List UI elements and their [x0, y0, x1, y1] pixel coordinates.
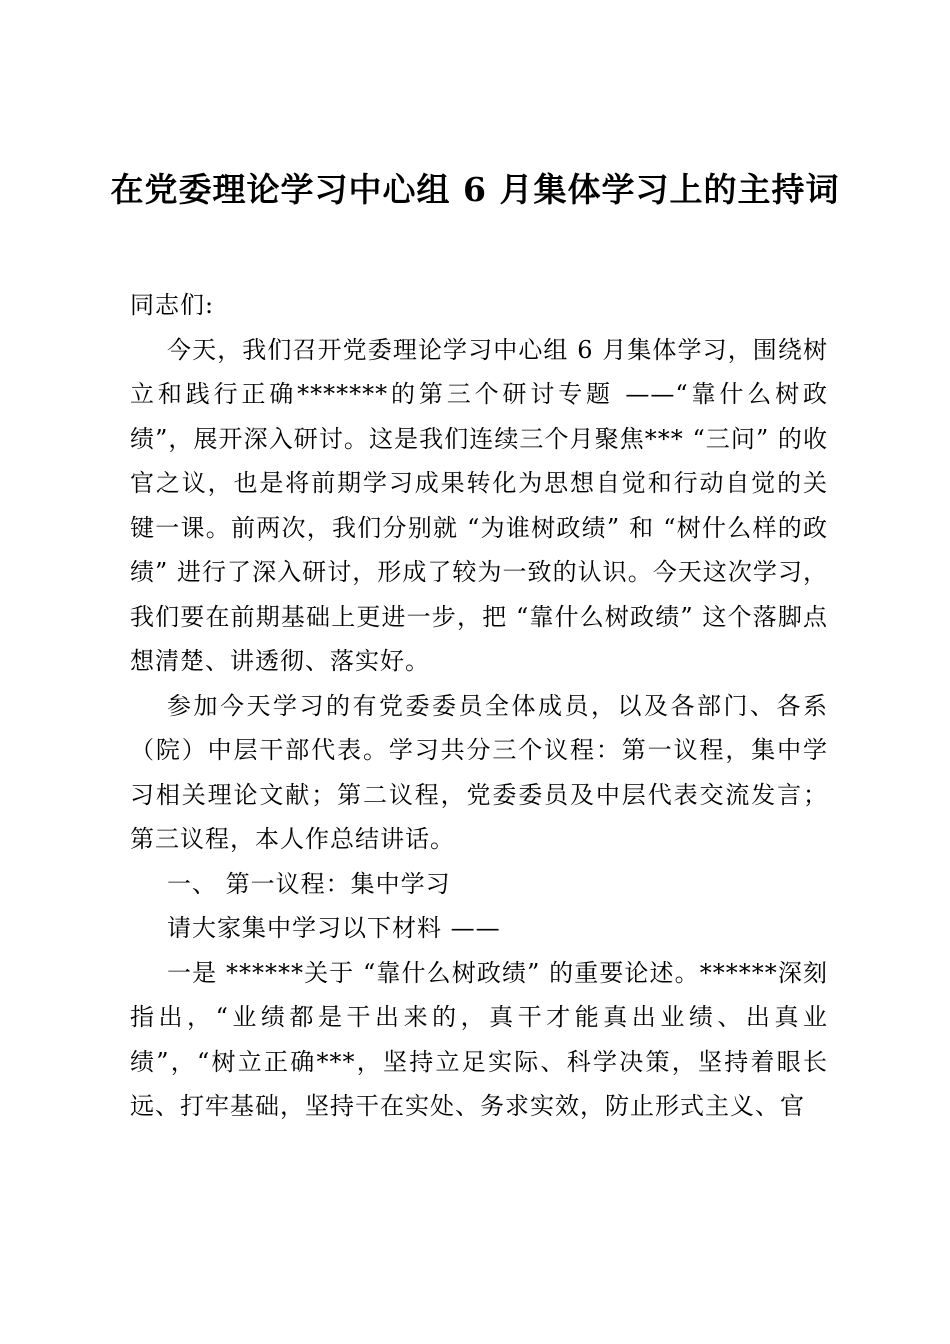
document-body [130, 283, 828, 1129]
paragraph-opening: 今天，我们召开党委理论学习中心组 6 月集体学习，围绕树立和践行正确*******的第三个研讨专题 ——“靠什么树政绩”，展开深入研讨。这是我们连续三个月聚焦*** “三问” 的收官之议，也是将前期学习成果转化为思想自觉和行动自觉的关键一课。前两次，我们分别就 “为谁树政绩” 和 “树什么样的政绩” 进行了深入研讨，形成了较为一致的认识。今天这次学习，我们要在前期基础上更进一步，把 “靠什么树政绩” 这个落脚点想清楚、讲透彻、落实好。 [130, 335, 828, 675]
section-heading-first-agenda: 一、 第一议程：集中学习 [167, 869, 451, 898]
paragraph-participants: 参加今天学习的有党委委员全体成员，以及各部门、各系（院）中层干部代表。学习共分三个议程：第一议程，集中学习相关理论文献；第二议程，党委委员及中层代表交流发言；第三议程，本人作总结讲话。 [130, 691, 828, 853]
paragraph-material-one: 一是 ******关于 “靠什么树政绩” 的重要论述。******深刻指出，“业绩都是干出来的，真干才能真出业绩、出真业绩”，“树立正确***，坚持立足实际、科学决策，坚持着眼长远、打牢基础，坚持干在实处、务求实效，防止形式主义、官 [130, 958, 828, 1120]
paragraph-materials-intro: 请大家集中学习以下材料 —— [167, 914, 501, 942]
document-title: 在党委理论学习中心组 6 月集体学习上的主持词 [110, 170, 840, 209]
salutation: 同志们: [130, 291, 215, 319]
